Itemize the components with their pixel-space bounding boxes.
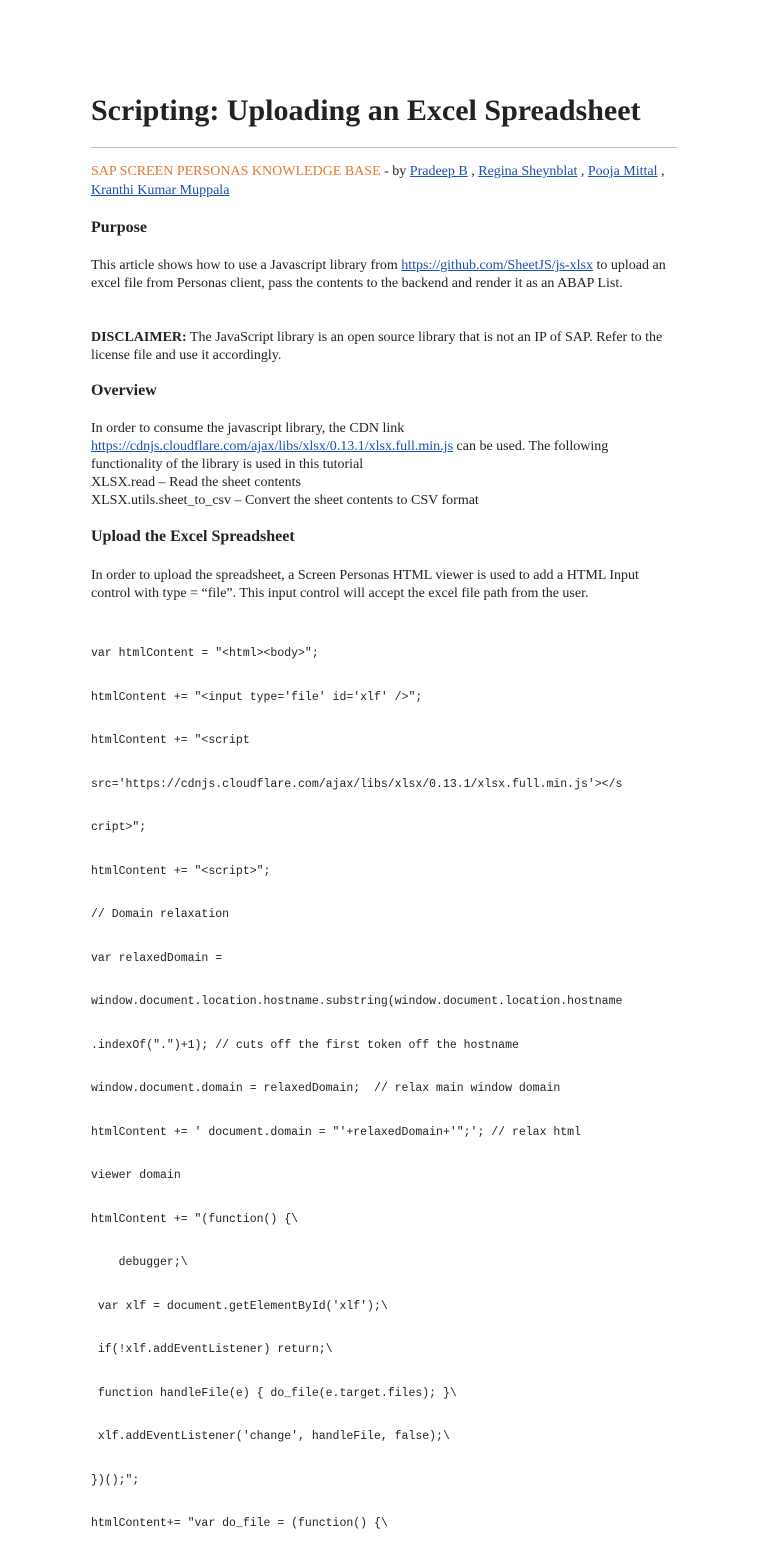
- code-line: function handleFile(e) { do_file(e.target.files); }\: [91, 1386, 457, 1400]
- code-line: cript>";: [91, 821, 147, 834]
- code-line: htmlContent += "<script>";: [91, 864, 271, 878]
- code-line: debugger;\: [91, 1256, 188, 1269]
- overview-item-read: XLSX.read – Read the sheet contents: [91, 475, 301, 490]
- author-link-pooja[interactable]: Pooja Mittal: [587, 164, 658, 179]
- code-line: // Domain relaxation: [91, 908, 230, 921]
- code-line: xlf.addEventListener('change', handleFile, false);\: [91, 1430, 450, 1443]
- author-link-kranthi[interactable]: Kranthi Kumar Muppala: [91, 183, 230, 198]
- code-line: var xlf = document.getElementById('xlf');\: [91, 1299, 388, 1313]
- code-block: [91, 618, 622, 1561]
- code-line: var htmlContent = "<html><body>";: [91, 647, 319, 660]
- code-line: htmlContent += "(function() {\: [91, 1212, 299, 1226]
- code-line: window.document.domain = relaxedDomain; // relax main window domain: [91, 1082, 561, 1095]
- code-line: src='https://cdnjs.cloudflare.com/ajax/libs/xlsx/0.13.1/xlsx.full.min.js'></s: [91, 777, 623, 791]
- sheetjs-link[interactable]: https://github.com/SheetJS/js-xlsx: [401, 258, 593, 273]
- title-divider: [91, 147, 677, 148]
- code-line: htmlContent+= "var do_file = (function() {\: [91, 1517, 388, 1530]
- overview-heading: Overview: [91, 382, 157, 399]
- knowledge-base-label: SAP SCREEN PERSONAS KNOWLEDGE BASE: [91, 164, 381, 179]
- disclaimer-paragraph: DISCLAIMER: The JavaScript library is an open source library that is not an IP of SAP. Refer to the license file and use it accordingly.: [91, 330, 663, 363]
- code-line: window.document.location.hostname.substring(window.document.location.hostname: [91, 995, 623, 1008]
- cdn-link[interactable]: https://cdnjs.cloudflare.com/ajax/libs/xlsx/0.13.1/xlsx.full.min.js: [91, 439, 454, 454]
- byline: SAP SCREEN PERSONAS KNOWLEDGE BASE - by Pradeep B , Regina Sheynblat , Pooja Mittal , Kranthi Kumar Muppala: [91, 164, 665, 198]
- purpose-heading: Purpose: [91, 219, 147, 236]
- author-link-pradeep[interactable]: Pradeep B: [409, 164, 468, 179]
- page-title: Scripting: Uploading an Excel Spreadsheet: [91, 94, 641, 127]
- code-line: htmlContent += ' document.domain = "'+relaxedDomain+'";'; // relax html: [91, 1125, 581, 1139]
- code-line: htmlContent += "<input type='file' id='xlf' />";: [91, 690, 423, 704]
- code-line: htmlContent += "<script: [91, 734, 250, 747]
- disclaimer-label: DISCLAIMER:: [91, 330, 187, 345]
- upload-paragraph: In order to upload the spreadsheet, a Screen Personas HTML viewer is used to add a HTML Input control with type = “file”. This input control will accept the excel file path from the user.: [91, 568, 639, 601]
- code-line: viewer domain: [91, 1169, 181, 1182]
- code-line: .indexOf(".")+1); // cuts off the first token off the hostname: [91, 1038, 519, 1052]
- code-line: var relaxedDomain =: [91, 951, 223, 965]
- purpose-paragraph: This article shows how to use a Javascript library from https://github.com/SheetJS/js-xlsx to upload an excel file from Personas client, pass the contents to the backend and render it as an ABAP List.: [91, 258, 666, 291]
- by-text: - by: [380, 164, 410, 179]
- code-line: })();";: [91, 1473, 140, 1487]
- upload-heading: Upload the Excel Spreadsheet: [91, 528, 295, 545]
- code-line: if(!xlf.addEventListener) return;\: [91, 1343, 333, 1356]
- overview-item-sheet-to-csv: XLSX.utils.sheet_to_csv – Convert the sheet contents to CSV format: [91, 493, 479, 508]
- overview-paragraph: In order to consume the javascript library, the CDN link https://cdnjs.cloudflare.com/ajax/libs/xlsx/0.13.1/xlsx.full.min.js can be used. The following functionality of the library is used in this tutorial XLSX.read – Read the sheet contents XLSX.utils.sheet_to_csv – Convert the sheet contents to CSV format: [91, 421, 609, 508]
- author-link-regina[interactable]: Regina Sheynblat: [478, 164, 578, 179]
